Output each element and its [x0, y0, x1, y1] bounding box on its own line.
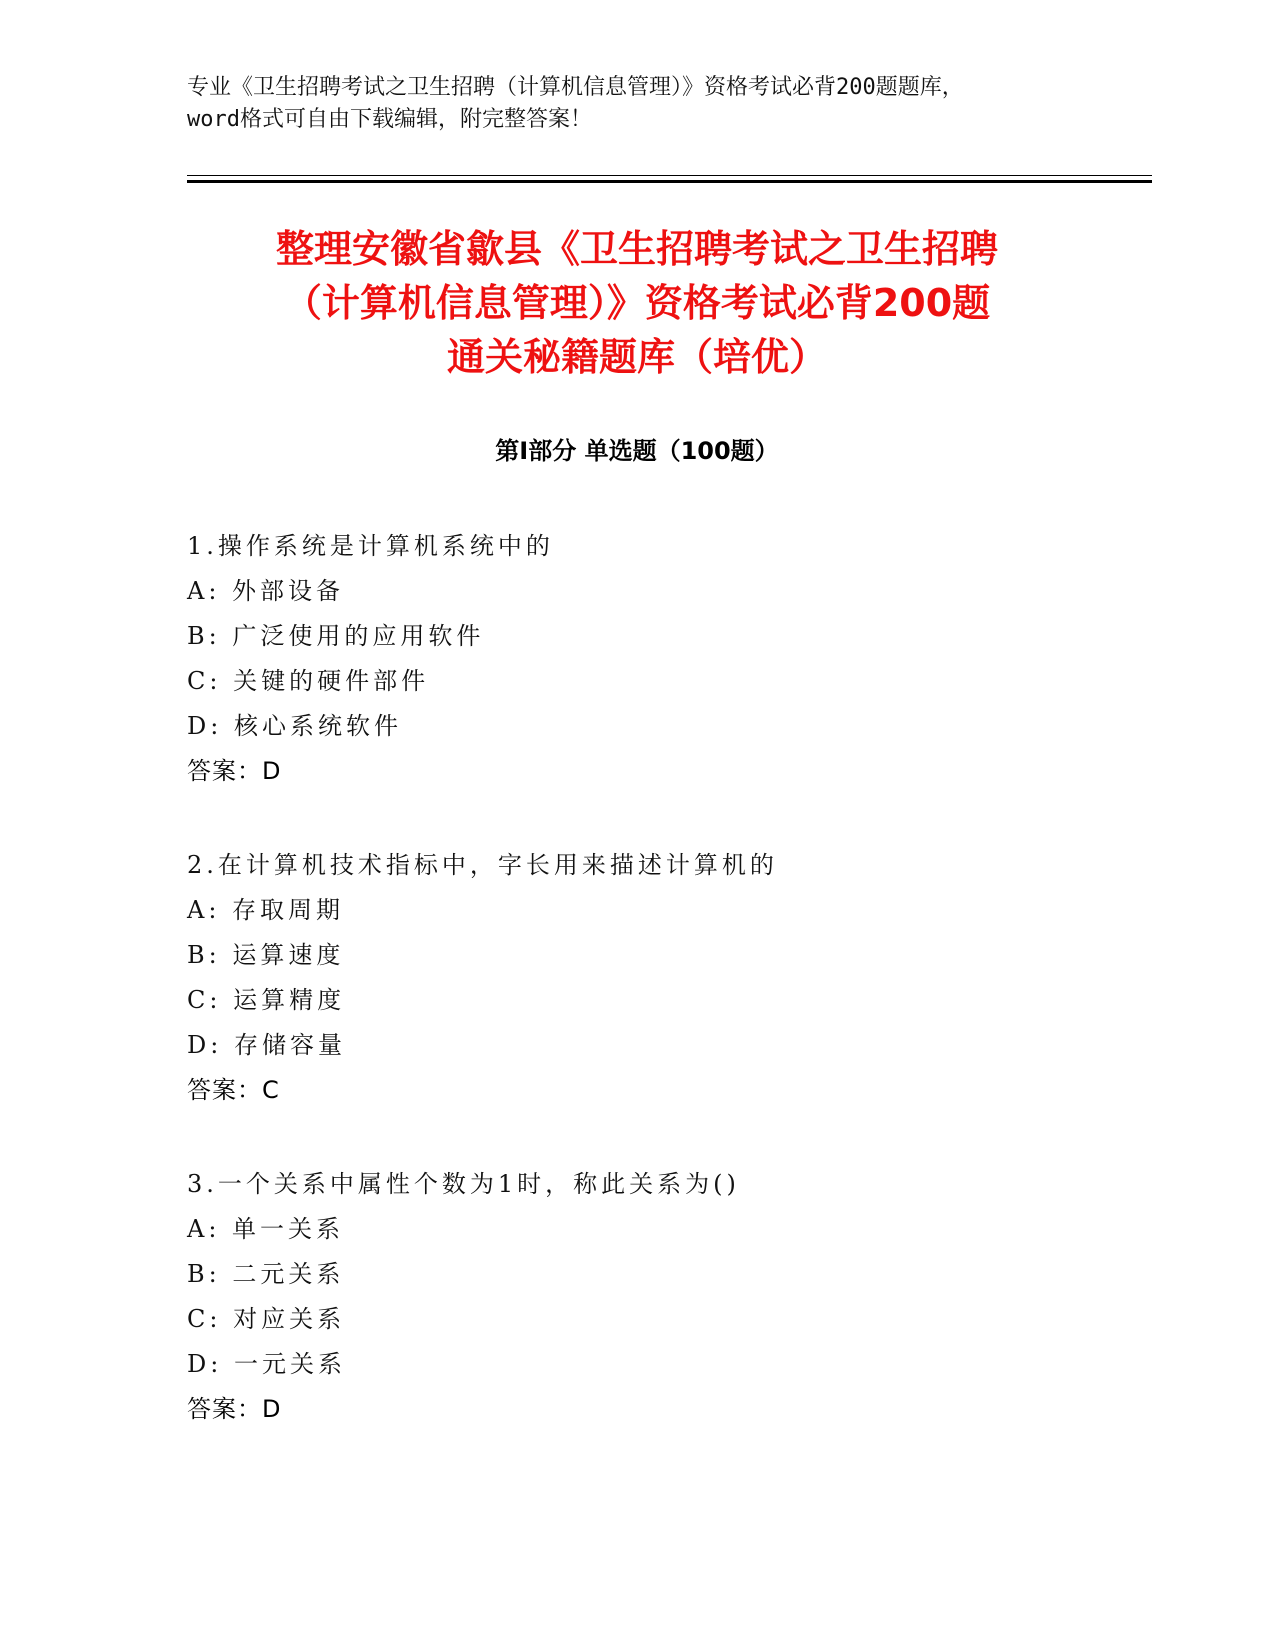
question-stem: 2.在计算机技术指标中，字长用来描述计算机的 — [187, 851, 778, 879]
option-c: C: 运算精度 — [187, 986, 346, 1014]
document-header — [187, 72, 1087, 136]
option-d: D: 一元关系 — [187, 1350, 346, 1378]
option-a: A: 外部设备 — [187, 577, 345, 605]
header-line-1: 专业《卫生招聘考试之卫生招聘（计算机信息管理）》资格考试必背200题题库， — [187, 75, 964, 100]
option-b: B: 运算速度 — [187, 941, 345, 969]
option-c: C: 对应关系 — [187, 1305, 346, 1333]
header-divider-thin — [187, 175, 1152, 176]
option-d: D: 存储容量 — [187, 1031, 346, 1059]
answer-line: 答案：D — [187, 1395, 282, 1423]
section-title: 第Ⅰ部分 单选题（100题） — [495, 437, 779, 465]
answer-line: 答案：D — [187, 757, 282, 785]
option-a: A: 存取周期 — [187, 896, 345, 924]
title-line-2: （计算机信息管理）》资格考试必背200题 — [283, 281, 991, 325]
question-1 — [187, 524, 1087, 794]
header-line-2: word格式可自由下载编辑，附完整答案！ — [187, 107, 592, 132]
answer-line: 答案：C — [187, 1076, 280, 1104]
header-divider-thick — [187, 180, 1152, 183]
document-title — [187, 222, 1087, 384]
question-2 — [187, 843, 1087, 1113]
option-a: A: 单一关系 — [187, 1215, 345, 1243]
question-stem: 1.操作系统是计算机系统中的 — [187, 532, 554, 560]
title-line-1: 整理安徽省歙县《卫生招聘考试之卫生招聘 — [275, 227, 998, 271]
question-3 — [187, 1162, 1087, 1432]
title-line-3: 通关秘籍题库（培优） — [446, 335, 827, 379]
option-b: B: 二元关系 — [187, 1260, 345, 1288]
option-c: C: 关键的硬件部件 — [187, 667, 430, 695]
question-stem: 3.一个关系中属性个数为1时，称此关系为() — [187, 1170, 740, 1198]
option-b: B: 广泛使用的应用软件 — [187, 622, 485, 650]
option-d: D: 核心系统软件 — [187, 712, 402, 740]
